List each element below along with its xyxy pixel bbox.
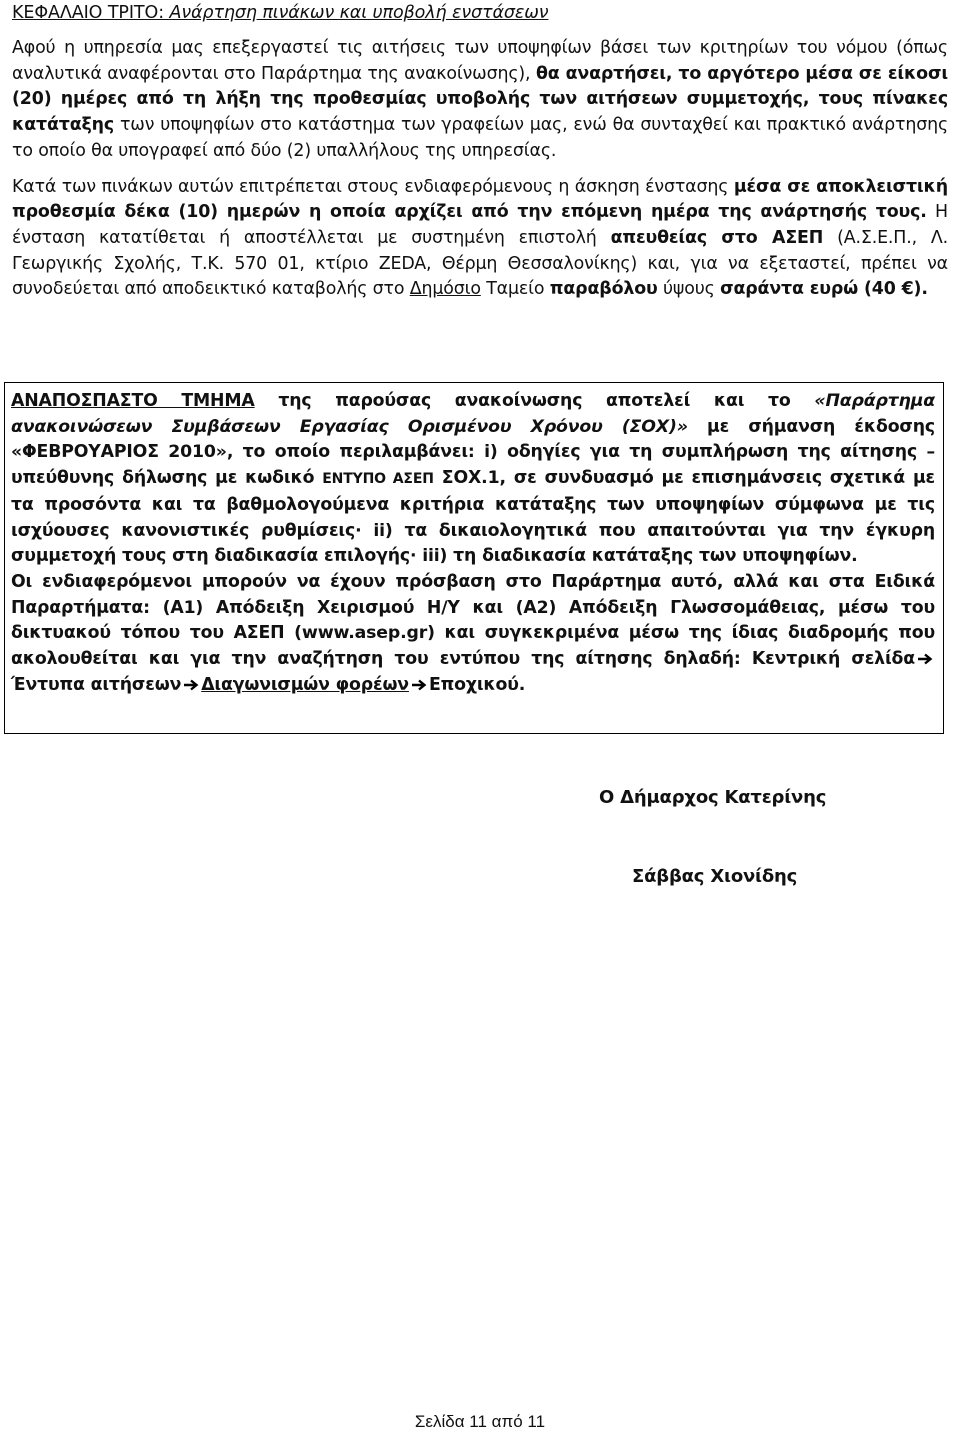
annex-form-code: ΕΝΤΥΠΟ ΑΣΕΠ (322, 471, 434, 488)
paragraph1-text-2: των υποψηφίων στο κατάστημα των γραφείων μας, ενώ θα συνταχθεί και πρακτικό ανάρτησης το οποίο θα υπογραφεί από δύο (2) υπαλλήλους της υπηρεσίας. (12, 115, 948, 161)
path-step-1: Κεντρική σελίδα (751, 649, 915, 670)
right-arrow-icon (411, 679, 427, 691)
path-step-4: Εποχικού. (428, 674, 526, 695)
chapter-description: Ανάρτηση πινάκων και υποβολή ενστάσεων (169, 3, 549, 23)
annex-heading: ΑΝΑΠΟΣΠΑΣΤΟ ΤΜΗΜΑ (11, 391, 255, 411)
paragraph2-text-3: (Α.Σ.Ε.Π., Λ. Γεωργικής Σχολής, Τ.Κ. 570 01, κτίριο ΖEDA, Θέρμη Θεσσαλονίκης) και, για να εξεταστεί, πρέπει να συνοδεύεται από αποδεικτικό καταβολής στο (12, 227, 948, 300)
page-number-footer: Σελίδα 11 από 11 (414, 1412, 546, 1431)
annex-text-2: με σήμανση έκδοσης «ΦΕΒΡΟΥΑΡΙΟΣ 2010», το οποίο περιλαμβάνει: i) οδηγίες για τη συμπλήρωση της αίτησης – υπεύθυνης δήλωσης με κωδικό (11, 416, 935, 489)
annex-access-text: Οι ενδιαφερόμενοι μπορούν να έχουν πρόσβαση στο Παράρτημα αυτό, αλλά και στα Ειδικά Παραρτήματα: (Α1) Απόδειξη Χειρισμού Η/Υ και (Α2) Απόδειξη Γλωσσομάθειας, μέσω του δικτυακού τόπου του ΑΣΕΠ (www.asep.gr) και συγκεκριμένα μέσω της ίδιας διαδρομής που ακολουθείται και για την αναζήτηση του εντύπου της αίτησης δηλαδή: (11, 571, 935, 670)
annex-paragraph (11, 389, 935, 570)
paragraph1-text-1: Αφού η υπηρεσία μας επεξεργαστεί τις αιτήσεις των υποψηφίων βάσει των κριτηρίων του νόμου (όπως αναλυτικά αναφέρονται στο Παράρτημα της ανακοίνωσης), (12, 38, 948, 84)
paragraph2-bold-1: μέσα σε αποκλειστική προθεσμία δέκα (10) ημερών η οποία αρχίζει από την επόμενη ημέρα της ανάρτησής τους. (12, 176, 948, 223)
annex-text-3: ΣΟΧ.1, σε συνδυασμό με επισημάνσεις σχετικά με τα προσόντα και τα βαθμολογούμενα κριτήρια κατάταξης των υποψηφίων σύμφωνα με τις ισχύουσες κανονιστικές ρυθμίσεις· ii) τα δικαιολογητικά που απαιτούνται για την έγκυρη συμμετοχή τους στη διαδικασία επιλογής· iii) τη διαδικασία κατάταξης των υποψηφίων. (11, 468, 935, 567)
paragraph2-text-2: Η ένσταση κατατίθεται ή αποστέλλεται με συστημένη επιστολή (12, 202, 948, 248)
mayor-title: Ο Δήμαρχος Κατερίνης (599, 787, 827, 808)
paragraph2-text-1: Κατά των πινάκων αυτών επιτρέπεται στους ενδιαφερόμενους η άσκηση ένστασης (12, 176, 734, 197)
paragraph1-bold-1: θα αναρτήσει, το αργότερο μέσα σε είκοσι (20) ημέρες από τη λήξη της προθεσμίας υποβολής των αιτήσεων συμμετοχής, τους πίνακες κατάταξης (12, 63, 949, 136)
annex-text-1: της παρούσας ανακοίνωσης αποτελεί και το (254, 391, 815, 411)
annex-italic-title: «Παράρτημα ανακοινώσεων Συμβάσεων Εργασίας Ορισμένου Χρόνου (ΣΟΧ)» (11, 391, 935, 437)
paragraph2-text-5: ύψους (657, 279, 721, 300)
chapter-label: ΚΕΦΑΛΑΙΟ ΤΡΙΤΟ: (12, 3, 164, 23)
paragraph2-bold-3: παραβόλου (549, 279, 658, 300)
path-step-2: Έντυπα αιτήσεων (11, 674, 182, 695)
paragraph-posting-of-lists (12, 36, 948, 165)
mayor-name: Σάββας Χιονίδης (632, 866, 798, 887)
annex-access-paragraph (11, 570, 935, 699)
right-arrow-icon (183, 679, 199, 691)
annex-notice-box (4, 382, 944, 734)
path-step-3: Διαγωνισμών φορέων (201, 674, 409, 695)
paragraph2-underline-1: Δημόσιο (409, 279, 481, 300)
paragraph2-text-4: Ταμείο (480, 279, 550, 300)
right-arrow-icon (917, 653, 933, 665)
paragraph2-bold-4: σαράντα ευρώ (40 €). (720, 279, 928, 300)
document-page (12, 0, 948, 303)
chapter-title (12, 0, 948, 24)
paragraph2-bold-2: απευθείας στο ΑΣΕΠ (610, 227, 824, 248)
paragraph-objections (12, 175, 948, 304)
